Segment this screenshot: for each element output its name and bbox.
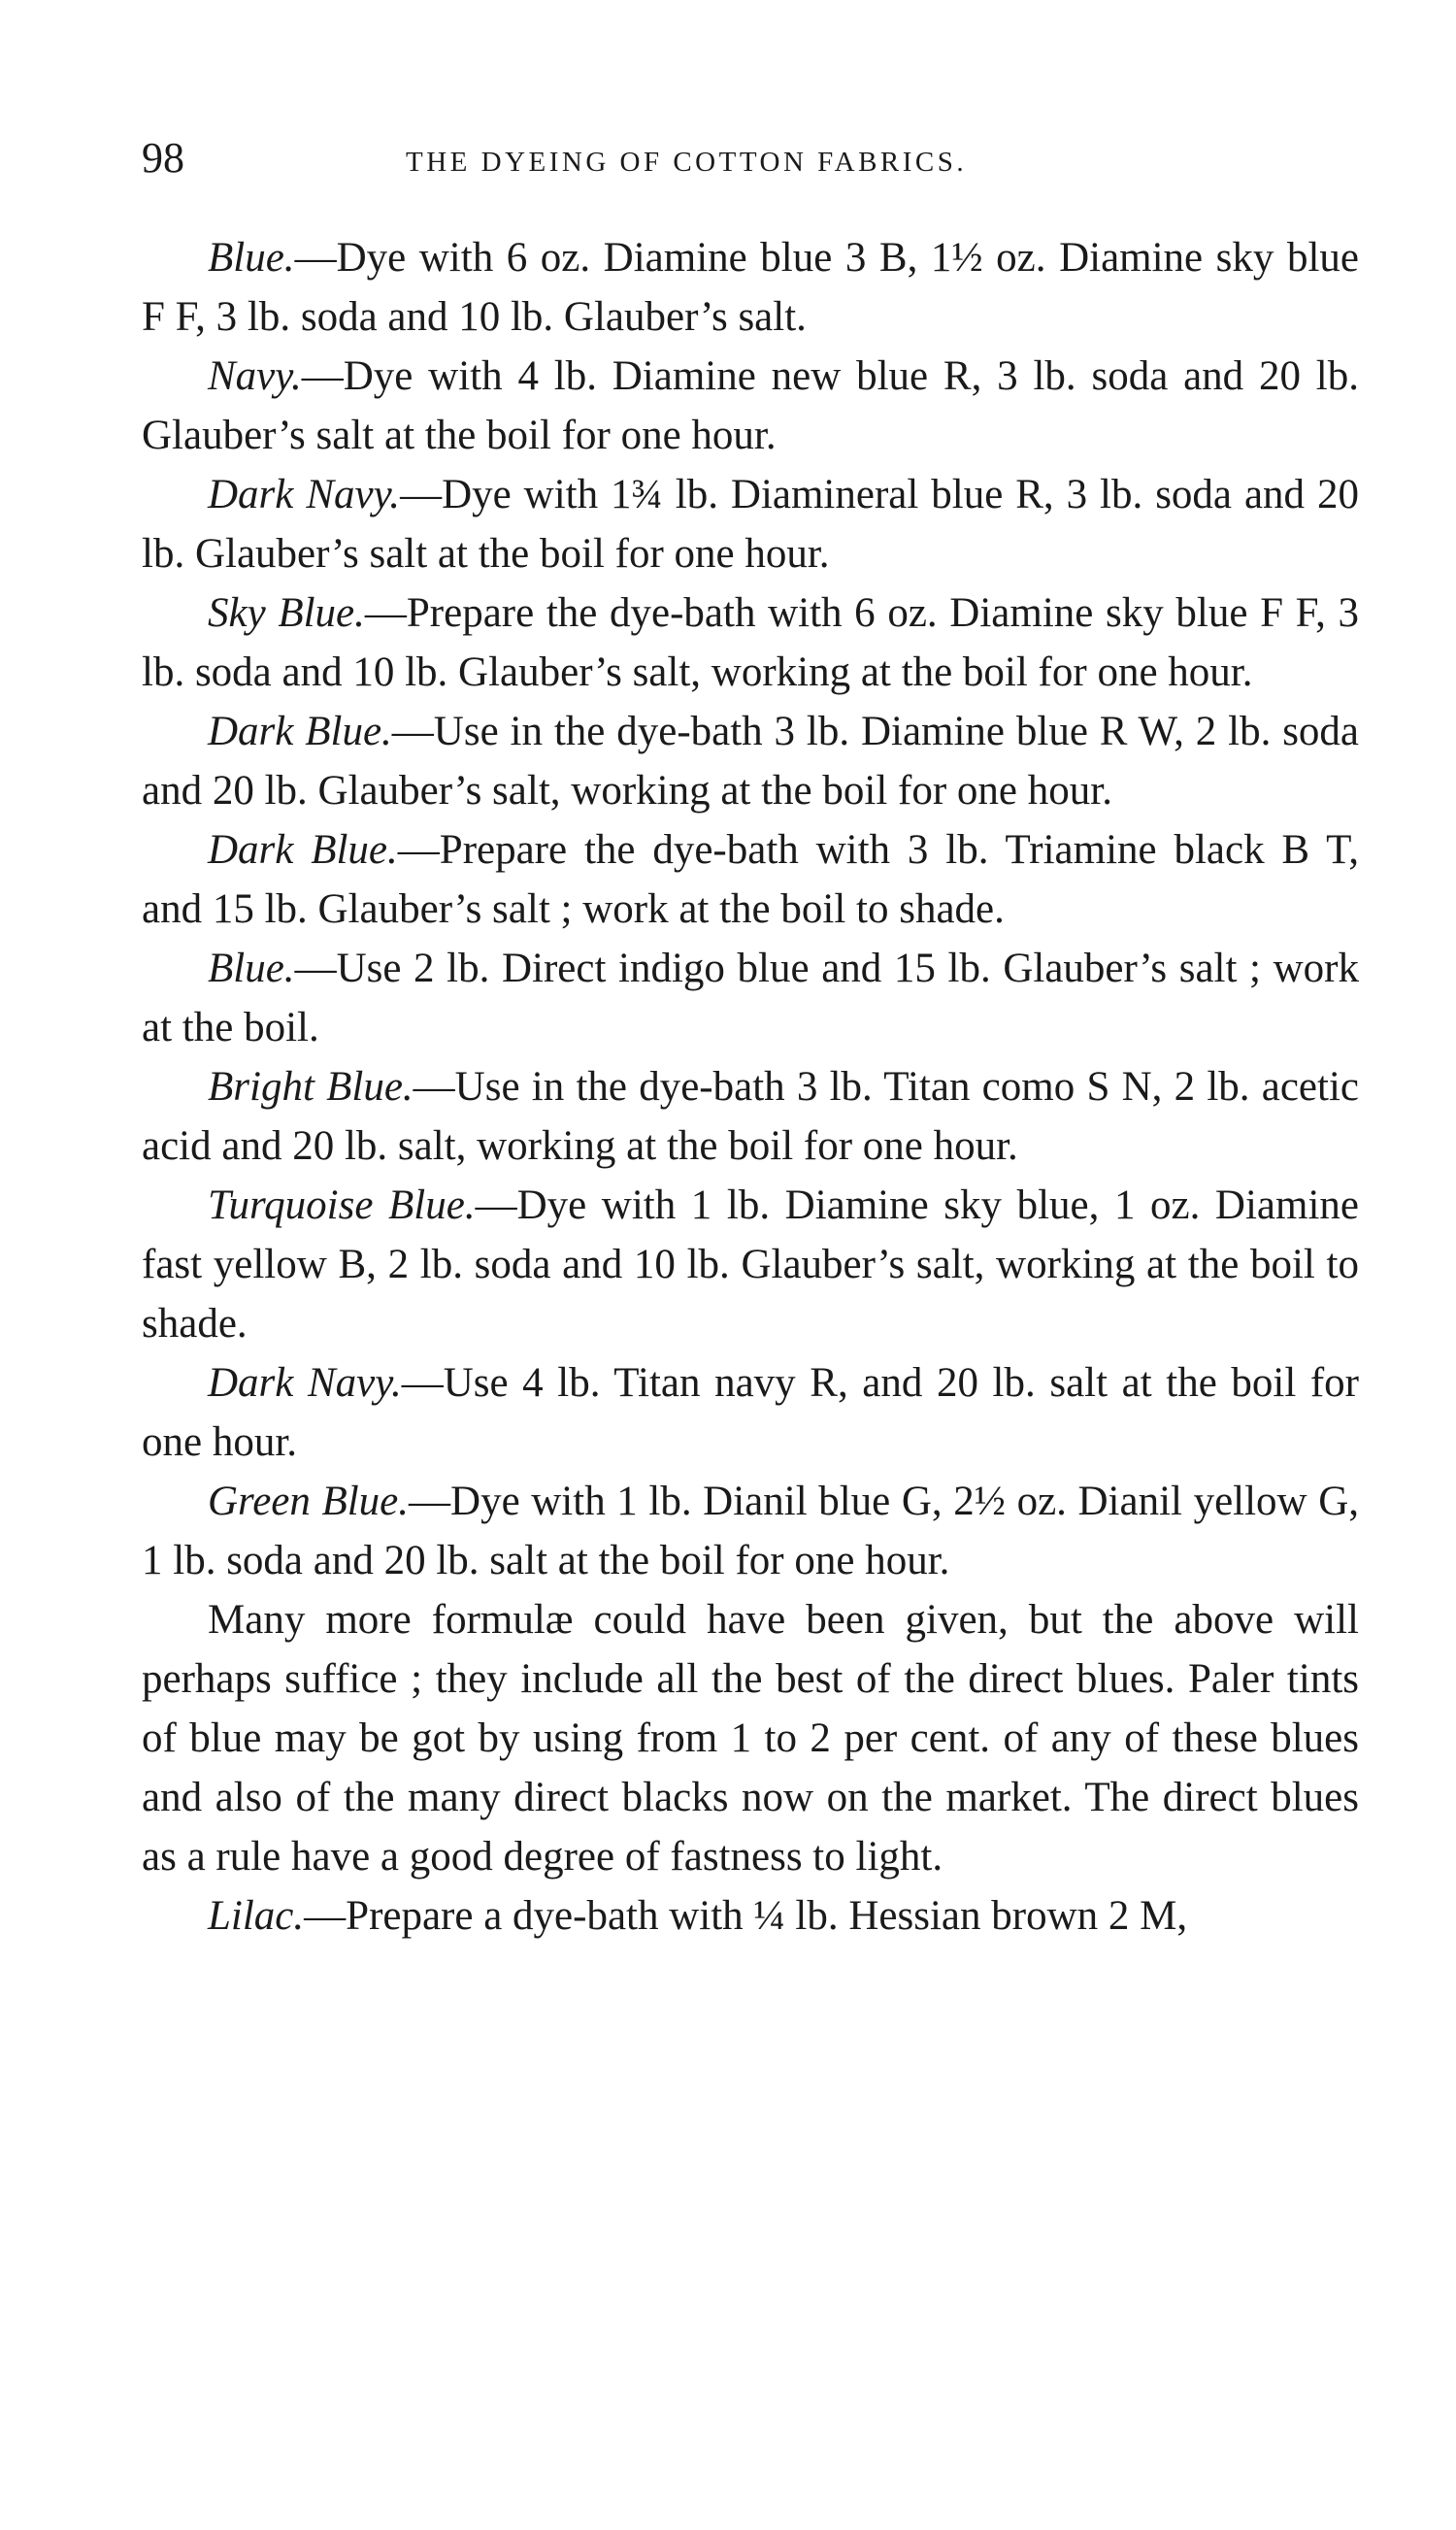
recipe-label: Blue. <box>208 235 295 281</box>
recipe-text: —Prepare the dye-bath with 6 oz. Diamine sky blue F F, 3 lb. soda and 10 lb. Glauber’s salt, working at the boil for one hour. <box>142 590 1359 695</box>
recipe-text: —Dye with 6 oz. Diamine blue 3 B, 1½ oz. Diamine sky blue F F, 3 lb. soda and 10 lb. Glauber’s salt. <box>142 235 1359 340</box>
recipe-label: Dark Navy. <box>208 472 401 517</box>
recipe-paragraph <box>142 702 1359 820</box>
recipe-text: —Dye with 4 lb. Diamine new blue R, 3 lb. soda and 20 lb. Glauber’s salt at the boil for one hour. <box>142 353 1359 458</box>
body-paragraph: Many more formulæ could have been given, but the above will perhaps suffice ; they include all the best of the direct blues. Paler tints of blue may be got by using from 1 to 2 per cent. of any of these blues and also of the many direct blacks now on the market. The direct blues as a rule have a good degree of fastness to light. <box>142 1597 1359 1880</box>
recipe-text: —Use 2 lb. Direct indigo blue and 15 lb. Glauber’s salt ; work at the boil. <box>142 946 1359 1050</box>
recipe-paragraph <box>142 465 1359 583</box>
recipe-paragraph <box>142 820 1359 939</box>
recipe-paragraph <box>142 583 1359 702</box>
recipe-label: Dark Blue. <box>208 827 398 873</box>
running-title: THE DYEING OF COTTON FABRICS. <box>406 147 968 178</box>
recipe-label: Navy. <box>208 353 302 399</box>
recipe-text: —Dye with 1 lb. Diamine sky blue, 1 oz. Diamine fast yellow B, 2 lb. soda and 10 lb. Glauber’s salt, working at the boil to shade. <box>142 1182 1360 1347</box>
recipe-label: Blue. <box>208 946 295 991</box>
recipe-text: —Use 4 lb. Titan navy R, and 20 lb. salt at the boil for one hour. <box>142 1360 1359 1465</box>
recipe-text: —Prepare a dye-bath with ¼ lb. Hessian brown 2 M, <box>304 1893 1188 1939</box>
recipe-paragraph <box>142 1886 1359 1946</box>
recipe-label: Bright Blue. <box>208 1064 414 1110</box>
recipe-text: —Use in the dye-bath 3 lb. Diamine blue R W, 2 lb. soda and 20 lb. Glauber’s salt, working at the boil for one hour. <box>142 709 1360 814</box>
page-body <box>142 228 1359 1946</box>
recipe-label: Dark Blue. <box>208 709 392 754</box>
recipe-paragraph <box>142 228 1359 347</box>
recipe-label: Lilac. <box>208 1893 305 1939</box>
recipe-paragraph <box>142 1353 1359 1472</box>
page-number: 98 <box>142 134 184 182</box>
recipe-paragraph <box>142 347 1359 465</box>
recipe-text: —Dye with 1 lb. Dianil blue G, 2½ oz. Dianil yellow G, 1 lb. soda and 20 lb. salt at the boil for one hour. <box>142 1479 1360 1583</box>
recipe-label: Green Blue. <box>208 1479 410 1524</box>
book-page <box>142 129 1360 1939</box>
recipe-label: Sky Blue. <box>208 590 365 636</box>
recipe-paragraph <box>142 1176 1359 1353</box>
recipe-text: —Use in the dye-bath 3 lb. Titan como S N, 2 lb. acetic acid and 20 lb. salt, working at the boil for one hour. <box>142 1064 1359 1169</box>
recipe-paragraph <box>142 1057 1359 1176</box>
recipe-paragraph <box>142 1472 1359 1590</box>
recipe-text: —Prepare the dye-bath with 3 lb. Triamine black B T, and 15 lb. Glauber’s salt ; work at the boil to shade. <box>142 827 1360 932</box>
recipe-label: Turquoise Blue. <box>208 1182 476 1228</box>
page-header <box>142 129 1359 187</box>
recipe-paragraph <box>142 939 1359 1057</box>
recipe-text: —Dye with 1¾ lb. Diamineral blue R, 3 lb. soda and 20 lb. Glauber’s salt at the boil for one hour. <box>142 472 1360 577</box>
recipe-label: Dark Navy. <box>208 1360 402 1406</box>
